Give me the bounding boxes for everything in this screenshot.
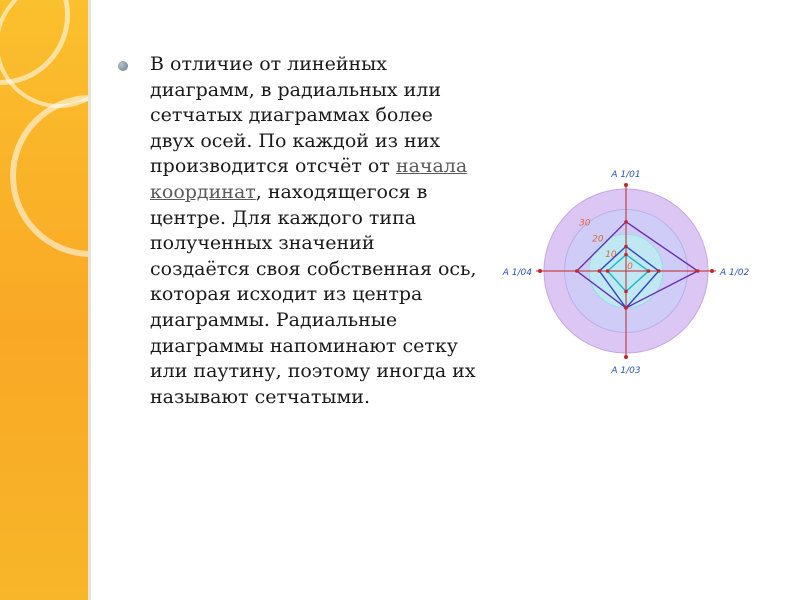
radar-data-point: [696, 269, 700, 273]
radar-data-point: [598, 269, 602, 273]
radar-data-point: [624, 245, 628, 249]
sidebar-ring-decoration: [0, 0, 88, 108]
radar-data-point: [575, 269, 579, 273]
sidebar-divider: [88, 0, 91, 600]
radar-chart-svg: [496, 168, 760, 380]
radar-axis-end-point: [624, 183, 628, 187]
radar-data-point: [624, 306, 628, 310]
radar-axis-label: A 1/04: [502, 268, 532, 278]
radar-data-point: [606, 269, 610, 273]
radar-data-point: [647, 269, 651, 273]
radar-scale-label: 30: [579, 218, 591, 229]
coordinate-origin-link[interactable]: начала координат: [150, 155, 468, 203]
radar-data-point: [624, 220, 628, 224]
radar-scale-label: 20: [592, 234, 604, 245]
bullet-paragraph: [150, 52, 478, 410]
radar-axis-end-point: [538, 269, 542, 273]
radar-axis-label: A 1/02: [720, 268, 750, 278]
decorative-sidebar: [0, 0, 88, 600]
bullet-icon: [118, 61, 128, 71]
radar-data-point: [657, 269, 661, 273]
radar-axis-end-point: [624, 355, 628, 359]
radar-axis-label: A 1/03: [611, 366, 641, 376]
radar-data-point: [624, 253, 628, 257]
radar-data-point: [624, 290, 628, 294]
radar-chart: [496, 168, 760, 380]
radar-axis-label: A 1/01: [611, 170, 641, 180]
radar-axis-end-point: [710, 269, 714, 273]
paragraph-text-start: В отличие от линейных диаграмм, в радиальных или сетчатых диаграммах более двух осей. По каждой из них производится отсчёт от: [150, 53, 442, 178]
paragraph-text-end: , находящегося в центре. Для каждого типа полученных значений создаётся своя собственная ось, которая исходит из центра диаграммы. Радиальные диаграммы напоминают сетку или паутину, поэтому иногда их называют сетчатыми.: [150, 180, 477, 408]
slide-body: [118, 52, 478, 410]
radar-scale-label: 0: [627, 262, 633, 272]
sidebar-ring-decoration: [10, 95, 88, 257]
radar-scale-label: 10: [605, 250, 617, 261]
